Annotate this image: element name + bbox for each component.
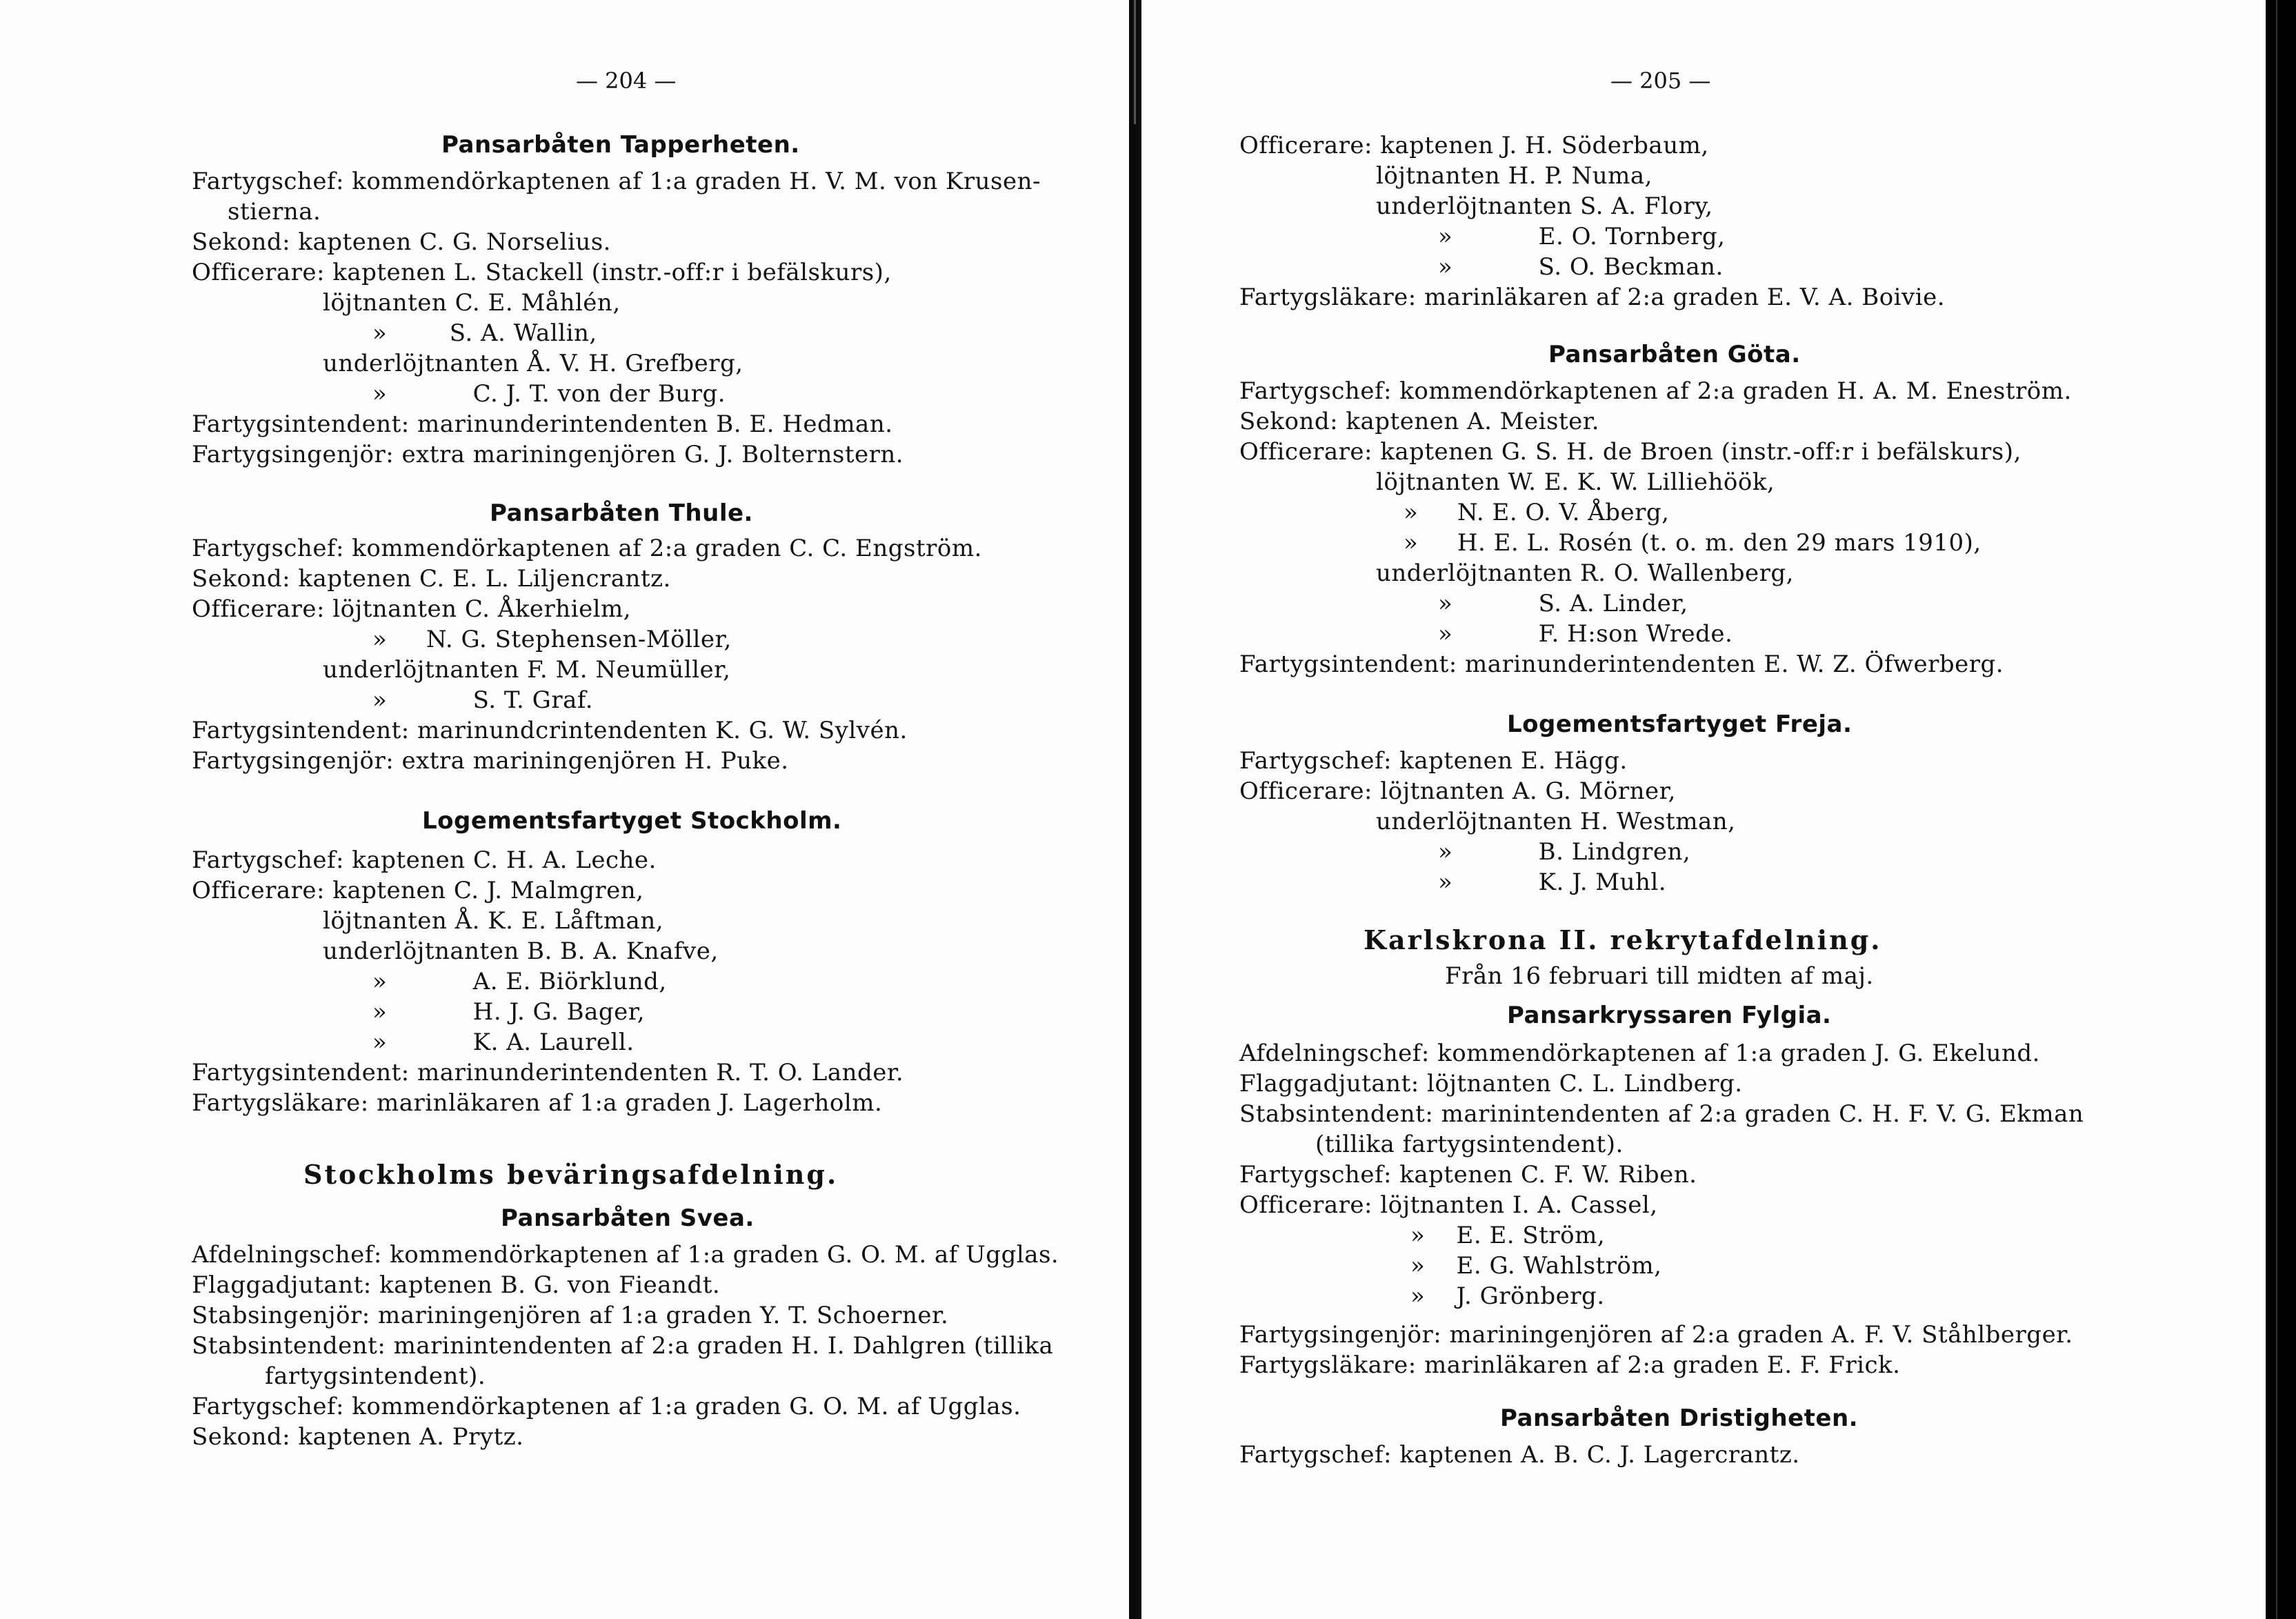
text-line: Sekond: kaptenen A. Prytz. [192, 1423, 524, 1451]
text-line: underlöjtnanten H. Westman, [1376, 808, 1736, 835]
text-line: (tillika fartygsintendent). [1315, 1131, 1624, 1158]
text-line: Afdelningschef: kommendörkaptenen af 1:a graden G. O. M. af Ugglas. [192, 1241, 1059, 1269]
text-line: underlöjtnanten R. O. Wallenberg, [1376, 559, 1794, 587]
right-page [1141, 0, 2266, 1619]
text-line: Stabsintendent: marinintendenten af 2:a graden C. H. F. V. G. Ekman [1239, 1100, 2084, 1128]
text-line: underlöjtnanten B. B. A. Knafve, [323, 937, 719, 965]
text-line: löjtnanten Å. K. E. Låftman, [323, 907, 664, 935]
text-line: löjtnanten W. E. K. W. Lilliehöök, [1376, 468, 1775, 496]
text-line: » E. G. Wahlström, [1410, 1252, 1662, 1280]
text-line: Fartygsintendent: marinunderintendenten E. W. Z. Öfwerberg. [1239, 650, 2004, 678]
text-line: Officerare: kaptenen G. S. H. de Broen (instr.-off:r i befälskurs), [1239, 438, 2022, 466]
text-line: stierna. [228, 198, 321, 226]
division-heading: Karlskrona II. rekrytafdelning. [1364, 924, 1882, 955]
text-line: » H. J. G. Bager, [372, 998, 646, 1026]
text-line: » E. O. Tornberg, [1438, 223, 1726, 250]
text-line: » B. Lindgren, [1438, 838, 1691, 866]
left-page [0, 0, 1129, 1619]
text-line: Fartygschef: kaptenen A. B. C. J. Lagercrantz. [1239, 1441, 1800, 1469]
section-heading: Logementsfartyget Freja. [1507, 711, 1853, 738]
text-line: Fartygschef: kommendörkaptenen af 1:a graden G. O. M. af Ugglas. [192, 1393, 1021, 1420]
text-line: Fartygschef: kaptenen C. H. A. Leche. [192, 846, 657, 874]
text-line: Officerare: löjtnanten A. G. Mörner, [1239, 777, 1676, 805]
text-line: Officerare: kaptenen J. H. Söderbaum, [1239, 132, 1709, 159]
section-heading: Pansarbåten Tapperheten. [441, 131, 800, 159]
text-line: fartygsintendent). [265, 1362, 486, 1390]
text-line: » K. A. Laurell. [372, 1029, 635, 1056]
text-line: Officerare: kaptenen L. Stackell (instr.-off:r i befälskurs), [192, 259, 892, 286]
text-line: Officerare: löjtnanten I. A. Cassel, [1239, 1191, 1658, 1219]
text-line: Fartygschef: kommendörkaptenen af 2:a graden H. A. M. Eneström. [1239, 377, 2072, 405]
section-heading: Pansarbåten Dristigheten. [1500, 1404, 1859, 1432]
gutter-line [1134, 0, 1136, 124]
text-line: Fartygsintendent: marinunderintendenten R. T. O. Lander. [192, 1059, 904, 1086]
text-line: » S. A. Wallin, [372, 319, 597, 347]
text-line: Stabsintendent: marinintendenten af 2:a graden H. I. Dahlgren (tillika [192, 1332, 1054, 1360]
text-line: Sekond: kaptenen A. Meister. [1239, 408, 1600, 435]
text-line: Fartygschef: kommendörkaptenen af 1:a graden H. V. M. von Krusen- [192, 168, 1041, 195]
page-number: — 205 — [1610, 68, 1711, 94]
text-line: » F. H:son Wrede. [1438, 620, 1733, 648]
page-edge [2276, 0, 2277, 1619]
text-line: Fartygschef: kommendörkaptenen af 2:a graden C. C. Engström. [192, 535, 982, 562]
text-line: Officerare: löjtnanten C. Åkerhielm, [192, 595, 632, 623]
section-heading: Pansarbåten Thule. [490, 499, 753, 527]
text-line: underlöjtnanten Å. V. H. Grefberg, [323, 350, 743, 377]
text-line: » S. O. Beckman. [1438, 253, 1724, 281]
text-line: Officerare: kaptenen C. J. Malmgren, [192, 877, 644, 904]
text-line: underlöjtnanten S. A. Flory, [1376, 192, 1713, 220]
text-line: Stabsingenjör: mariningenjören af 1:a graden Y. T. Schoerner. [192, 1302, 949, 1329]
text-line: Afdelningschef: kommendörkaptenen af 1:a graden J. G. Ekelund. [1239, 1040, 2040, 1067]
page-number: — 204 — [576, 68, 677, 94]
division-subtitle: Från 16 februari till midten af maj. [1445, 962, 1874, 990]
text-line: Fartygschef: kaptenen C. F. W. Riben. [1239, 1161, 1697, 1189]
text-line: underlöjtnanten F. M. Neumüller, [323, 656, 731, 684]
division-heading: Stockholms beväringsafdelning. [303, 1159, 839, 1190]
text-line: » N. G. Stephensen-Möller, [372, 626, 732, 653]
text-line: » K. J. Muhl. [1438, 868, 1667, 896]
text-line: Fartygschef: kaptenen E. Hägg. [1239, 747, 1628, 775]
text-line: Fartygsintendent: marinunderintendenten B. E. Hedman. [192, 410, 893, 438]
text-line: Fartygsingenjör: extra mariningenjören G. J. Bolternstern. [192, 441, 904, 468]
text-line: » S. A. Linder, [1438, 590, 1688, 617]
text-line: » J. Grönberg. [1410, 1282, 1605, 1310]
text-line: löjtnanten H. P. Numa, [1376, 162, 1653, 190]
section-heading: Pansarkryssaren Fylgia. [1507, 1002, 1832, 1029]
book-gutter [1129, 0, 1141, 1619]
text-line: » H. E. L. Rosén (t. o. m. den 29 mars 1910), [1404, 529, 1981, 557]
text-line: » C. J. T. von der Burg. [372, 380, 726, 408]
text-line: Fartygsingenjör: mariningenjören af 2:a graden A. F. V. Ståhlberger. [1239, 1321, 2073, 1349]
section-heading: Pansarbåten Svea. [501, 1204, 755, 1232]
text-line: Fartygsingenjör: extra mariningenjören H. Puke. [192, 747, 789, 775]
text-line: Sekond: kaptenen C. G. Norselius. [192, 228, 611, 256]
text-line: Fartygsläkare: marinläkaren af 1:a graden J. Lagerholm. [192, 1089, 883, 1117]
text-line: Sekond: kaptenen C. E. L. Liljencrantz. [192, 565, 671, 593]
section-heading: Pansarbåten Göta. [1548, 341, 1801, 368]
text-line: » N. E. O. V. Åberg, [1404, 499, 1670, 526]
text-line: Fartygsintendent: marinundcrintendenten K. G. W. Sylvén. [192, 717, 908, 744]
text-line: Fartygsläkare: marinläkaren af 2:a graden E. V. A. Boivie. [1239, 284, 1946, 311]
text-line: » S. T. Graf. [372, 686, 594, 714]
section-heading: Logementsfartyget Stockholm. [422, 807, 842, 835]
text-line: Fartygsläkare: marinläkaren af 2:a graden E. F. Frick. [1239, 1351, 1901, 1379]
text-line: Flaggadjutant: kaptenen B. G. von Fieandt. [192, 1271, 721, 1299]
text-line: löjtnanten C. E. Måhlén, [323, 289, 621, 317]
text-line: » A. E. Biörklund, [372, 968, 667, 995]
text-line: » E. E. Ström, [1410, 1222, 1606, 1249]
text-line: Flaggadjutant: löjtnanten C. L. Lindberg. [1239, 1070, 1743, 1097]
